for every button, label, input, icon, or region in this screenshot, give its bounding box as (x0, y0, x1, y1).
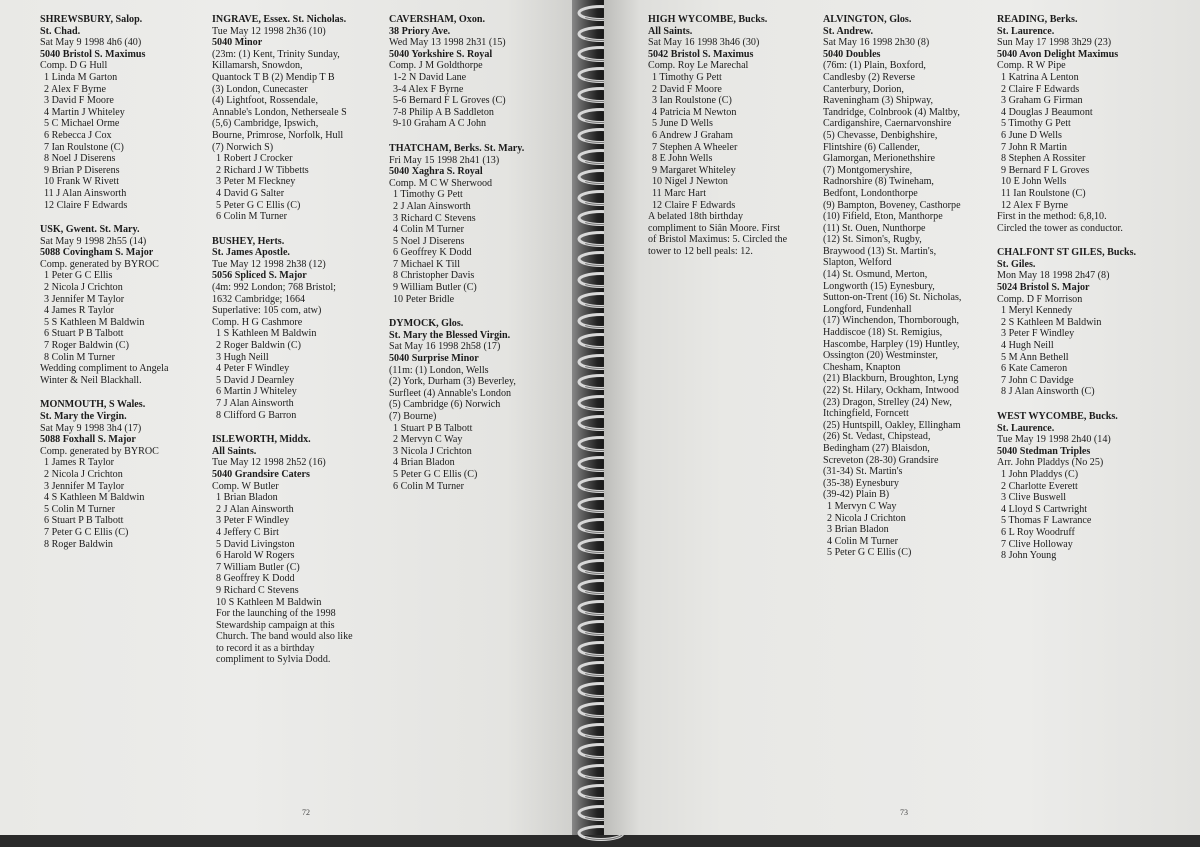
peal-entry (40, 224, 205, 386)
ringer-line: 2 Richard J W Tibbetts (216, 164, 309, 176)
entry-detail-line: Circled the tower as conductor. (997, 222, 1123, 234)
ringer-line: 12 Claire F Edwards (44, 199, 128, 211)
ringer-line: to record it as a birthday (216, 642, 315, 654)
entry-detail-line: Surfleet (4) Annable's London (389, 387, 512, 399)
entry-detail-line: Killamarsh, Snowdon, (212, 60, 303, 72)
entry-detail-line: (21) Blackburn, Broughton, Lyng (823, 373, 959, 385)
entry-detail-line: tower to 12 bell peals: 12. (648, 245, 753, 257)
entry-detail-line: Hascombe, Harpley (19) Huntley, (823, 338, 960, 350)
entry-detail-line: (3) London, Cunecaster (212, 83, 308, 95)
entry-heading-line: USK, Gwent. St. Mary. (40, 224, 140, 236)
ringer-line: 4 Colin M Turner (393, 224, 464, 236)
ringer-line: 2 Claire F Edwards (1001, 83, 1080, 95)
entry-detail-line: Slapton, Welford (823, 257, 892, 269)
entry-detail-line: Sat May 9 1998 3h4 (17) (40, 422, 142, 434)
ringer-line: 3 Jennifer M Taylor (44, 293, 125, 305)
peal-entry (40, 14, 205, 211)
entry-heading-line: BUSHEY, Herts. (212, 235, 285, 247)
entry-detail-line: Tue May 12 1998 2h38 (12) (212, 258, 326, 270)
entry-detail-line: (5) Cambridge (6) Norwich (389, 399, 501, 411)
ringer-line: 6 Andrew J Graham (652, 129, 734, 141)
entry-detail-line: Radnorshire (8) Twineham, (823, 176, 934, 188)
ringer-line: 5 David J Dearnley (216, 374, 295, 386)
ringer-line: 6 June D Wells (1001, 129, 1062, 141)
entry-detail-line: Itchingfield, Forncett (823, 408, 909, 420)
entry-heading-line: 5040 Stedman Triples (997, 445, 1091, 457)
entry-heading-line: 5040 Surprise Minor (389, 353, 479, 365)
entry-heading-line: St. Chad. (40, 25, 81, 37)
entry-detail-line: (26) St. Vedast, Chipstead, (823, 431, 931, 443)
ringer-line: 10 S Kathleen M Baldwin (216, 596, 322, 608)
entry-detail-line: Comp. generated by BYROC (40, 258, 159, 270)
ringer-line: 6 Colin M Turner (393, 480, 464, 492)
entry-heading-line: St. Giles. (997, 258, 1036, 270)
entry-detail-line: Longford, Fundenhall (823, 303, 912, 315)
entry-detail-line: Screveton (28-30) Grandsire (823, 454, 939, 466)
ringer-line: 10 Peter Bridle (393, 293, 455, 305)
ringer-line: 2 Charlotte Everett (1001, 480, 1078, 492)
ringer-line: 4 Martin J Whiteley (44, 106, 125, 118)
ringer-line: 8 J Alan Ainsworth (C) (1001, 386, 1095, 398)
ringer-line: 10 Frank W Rivett (44, 176, 120, 188)
entry-detail-line: Ossington (20) Westminster, (823, 350, 938, 362)
entry-heading-line: All Saints. (648, 25, 693, 37)
entry-detail-line: Comp. W Butler (212, 480, 279, 492)
entry-detail-line: (23) Dragon, Strelley (24) New, (823, 396, 952, 408)
entry-heading-line: HIGH WYCOMBE, Bucks. (648, 14, 768, 25)
ringer-line: 1 Meryl Kennedy (1001, 305, 1073, 317)
ringer-line: 4 Jeffery C Birt (216, 526, 279, 538)
entry-detail-line: Haddiscoe (18) St. Remigius, (823, 327, 943, 339)
ringer-line: 4 Douglas J Beaumont (1001, 106, 1093, 118)
ringer-line: 7-8 Philip A B Saddleton (393, 106, 494, 118)
entry-detail-line: Tandridge, Colnbrook (4) Maltby, (823, 106, 960, 118)
entry-detail-line: 1632 Cambridge; 1664 (212, 293, 306, 305)
entry-heading-line: St. Mary the Blessed Virgin. (389, 329, 511, 341)
entry-detail-line: Cardiganshire, Caernarvonshire (823, 118, 952, 130)
ringer-line: 4 Peter F Windley (216, 363, 290, 375)
entry-detail-line: (5) Chevasse, Denbighshire, (823, 129, 938, 141)
ringer-line: 7 Stephen A Wheeler (652, 141, 738, 153)
ringer-line: 7 Roger Baldwin (C) (44, 340, 129, 352)
entry-heading-line: St. Mary the Virgin. (40, 411, 127, 422)
ringer-line: 3 David F Moore (44, 95, 114, 107)
ringer-line: 5 Thomas F Lawrance (1001, 515, 1092, 527)
ringer-line: 3 Peter M Fleckney (216, 176, 296, 188)
ringer-line: 9 Margaret Whiteley (652, 164, 736, 176)
ringer-line: 6 L Roy Woodruff (1001, 526, 1075, 538)
entry-detail-line: Candlesby (2) Reverse (823, 71, 915, 83)
entry-heading-line: MONMOUTH, S Wales. (40, 399, 146, 411)
entry-detail-line: (22) St. Hilary, Ockham, Intwood (823, 385, 959, 396)
ringer-line: 4 James R Taylor (44, 305, 115, 317)
entry-detail-line: (9) Bampton, Boveney, Casthorpe (823, 199, 961, 211)
ringer-line: 7 John R Martin (1001, 141, 1067, 153)
entry-heading-line: 5024 Bristol S. Major (997, 282, 1090, 294)
ringer-line: 6 Stuart P B Talbott (44, 328, 124, 340)
ringer-line: 8 Geoffrey K Dodd (216, 573, 295, 585)
entry-heading-line: DYMOCK, Glos. (389, 318, 464, 330)
ringer-line: 5-6 Bernard F L Groves (C) (393, 95, 506, 107)
peal-entry (389, 14, 559, 130)
ringer-line: 5 June D Wells (652, 118, 713, 130)
entry-heading-line: 5040 Bristol S. Maximus (40, 48, 146, 60)
entry-heading-line: St. James Apostle. (212, 247, 290, 259)
entry-detail-line: Tue May 12 1998 2h52 (16) (212, 457, 326, 469)
entry-detail-line: (2) York, Durham (3) Beverley, (389, 376, 516, 388)
ringer-line: 3 Brian Bladon (827, 524, 889, 536)
ringer-line: 3 Richard C Stevens (393, 212, 476, 224)
ringer-line: 3 Jennifer M Taylor (44, 480, 125, 492)
ringer-line: 8 Roger Baldwin (44, 538, 113, 550)
ringer-line: 9-10 Graham A C John (393, 118, 487, 130)
entry-detail-line: Sat May 9 1998 4h6 (40) (40, 37, 142, 49)
ringer-line: 1 Timothy G Pett (652, 71, 722, 83)
entry-detail-line: Longworth (15) Eynesbury, (823, 280, 935, 292)
entry-detail-line: Chesham, Knapton (823, 361, 901, 373)
ringer-line: 9 Brian P Diserens (44, 164, 120, 176)
entry-detail-line: Sat May 16 1998 3h46 (30) (648, 37, 760, 49)
entry-detail-line: Comp. D G Hull (40, 60, 108, 72)
ringer-line: 5 Timothy G Pett (1001, 118, 1071, 130)
ringer-line: 3-4 Alex F Byrne (393, 83, 464, 95)
ringer-line: 6 Harold W Rogers (216, 550, 295, 562)
entry-heading-line: READING, Berks. (997, 14, 1078, 25)
entry-detail-line: (11m: (1) London, Wells (389, 364, 489, 376)
ringer-line: 2 Nicola J Crichton (44, 468, 123, 480)
ringer-line: 1 James R Taylor (44, 457, 115, 469)
ringer-line: 7 J Alan Ainsworth (216, 398, 294, 409)
ringer-line: 3 Peter F Windley (1001, 328, 1075, 340)
ringer-line: compliment to Sylvia Dodd. (216, 654, 331, 666)
ringer-line: 4 Patricia M Newton (652, 106, 737, 118)
column-5 (823, 14, 998, 572)
ringer-line: Church. The band would also like (216, 631, 353, 643)
ringer-line: 3 Hugh Neill (216, 351, 269, 363)
ringer-line: 5 Noel J Diserens (393, 235, 465, 247)
ringer-line: 2 Nicola J Crichton (44, 282, 123, 294)
peal-entry (389, 143, 559, 305)
entry-detail-line: Canterbury, Dorion, (823, 83, 904, 95)
column-3 (389, 14, 559, 505)
entry-heading-line: THATCHAM, Berks. St. Mary. (389, 142, 525, 154)
entry-detail-line: (12) St. Simon's, Rugby, (823, 234, 922, 246)
entry-detail-line: Winter & Neil Blackhall. (40, 374, 142, 386)
ringer-line: 1 S Kathleen M Baldwin (216, 328, 317, 340)
entry-detail-line: Sutton-on-Trent (16) St. Nicholas, (823, 292, 962, 304)
entry-heading-line: 5088 Foxhall S. Major (40, 434, 136, 446)
entry-detail-line: (4m: 992 London; 768 Bristol; (212, 282, 336, 294)
entry-detail-line: (7) Montgomeryshire, (823, 164, 913, 176)
entry-detail-line: First in the method: 6,8,10. (997, 211, 1107, 223)
entry-detail-line: Mon May 18 1998 2h47 (8) (997, 270, 1110, 282)
entry-heading-line: CHALFONT ST GILES, Bucks. (997, 247, 1137, 259)
ringer-line: For the launching of the 1998 (216, 608, 336, 620)
peal-entry (212, 434, 382, 666)
peal-entry (823, 14, 998, 559)
ringer-line: 7 Michael K Till (393, 258, 461, 270)
ringer-line: 7 William Butler (C) (216, 561, 300, 573)
entry-heading-line: ISLEWORTH, Middx. (212, 434, 311, 446)
ringer-line: 11 Ian Roulstone (C) (1001, 187, 1086, 199)
entry-heading-line: St. Andrew. (823, 25, 874, 37)
entry-detail-line: Comp. H G Cashmore (212, 316, 303, 328)
ringer-line: 1 John Pladdys (C) (1001, 468, 1079, 480)
ringer-line: 1 Timothy G Pett (393, 189, 463, 201)
ringer-line: 3 Graham G Firman (1001, 95, 1083, 107)
entry-heading-line: CAVERSHAM, Oxon. (389, 14, 485, 25)
entry-detail-line: Wedding compliment to Angela (40, 363, 169, 375)
peal-entry (997, 247, 1167, 398)
entry-detail-line: Wed May 13 1998 2h31 (15) (389, 37, 506, 49)
ringer-line: 3 Clive Buswell (1001, 492, 1067, 504)
ringer-line: 4 David G Salter (216, 187, 285, 199)
entry-detail-line: (17) Winchendon, Thornborough, (823, 315, 960, 327)
ringer-line: 1-2 N David Lane (393, 71, 467, 83)
column-1 (40, 14, 205, 563)
entry-detail-line: Sun May 17 1998 3h29 (23) (997, 37, 1112, 49)
ringer-line: 2 Mervyn C Way (393, 434, 463, 446)
ringer-line: 2 S Kathleen M Baldwin (1001, 316, 1102, 328)
ringer-line: 3 Nicola J Crichton (393, 445, 472, 457)
ringer-line: 10 Nigel J Newton (652, 176, 728, 188)
ringer-line: 7 Clive Holloway (1001, 538, 1073, 550)
peal-entry (648, 14, 813, 257)
ringer-line: 8 Clifford G Barron (216, 409, 297, 421)
entry-detail-line: (4) Lightfoot, Rossendale, (212, 95, 318, 107)
column-6 (997, 14, 1167, 575)
ringer-line: 5 Peter G C Ellis (C) (827, 547, 912, 559)
ringer-line: 9 William Butler (C) (393, 282, 477, 294)
entry-detail-line: Comp. R W Pipe (997, 60, 1066, 72)
entry-detail-line: (31-34) St. Martin's (823, 466, 903, 478)
entry-detail-line: (39-42) Plain B) (823, 489, 890, 501)
left-page (0, 0, 596, 835)
ringer-line: 11 Marc Hart (652, 187, 706, 199)
ringer-line: 4 Colin M Turner (827, 535, 898, 547)
entry-heading-line: 5040 Xaghra S. Royal (389, 166, 483, 178)
ringer-line: 5 C Michael Orme (44, 118, 120, 130)
ringer-line: 8 John Young (1001, 550, 1057, 562)
column-4 (648, 14, 813, 270)
peal-entry (212, 14, 382, 223)
entry-detail-line: (76m: (1) Plain, Boxford, (823, 60, 926, 72)
ringer-line: 5 David Livingston (216, 538, 295, 550)
entry-detail-line: Braywood (13) St. Martin's, (823, 245, 937, 257)
ringer-line: 8 Christopher Davis (393, 270, 475, 282)
entry-detail-line: Raveningham (3) Shipway, (823, 95, 934, 107)
column-2 (212, 14, 382, 679)
entry-heading-line: 5040 Yorkshire S. Royal (389, 48, 493, 60)
entry-detail-line: Comp. Roy Le Marechal (648, 60, 749, 72)
ringer-line: 8 Colin M Turner (44, 351, 115, 363)
entry-detail-line: of Bristol Maximus: 5. Circled the (648, 234, 788, 246)
ringer-line: 4 Lloyd S Cartwright (1001, 503, 1088, 515)
ringer-line: 1 Mervyn C Way (827, 500, 897, 512)
entry-detail-line: Quantock T B (2) Mendip T B (212, 71, 335, 83)
ringer-line: 4 Hugh Neill (1001, 340, 1054, 352)
entry-detail-line: Sat May 9 1998 2h55 (14) (40, 235, 147, 247)
ringer-line: 1 Katrina A Lenton (1001, 71, 1079, 83)
entry-detail-line: Comp. M C W Sherwood (389, 177, 493, 189)
entry-detail-line: Comp. generated by BYROC (40, 445, 159, 457)
entry-detail-line: (14) St. Osmund, Merton, (823, 269, 928, 281)
peal-entry (389, 318, 559, 492)
ringer-line: 12 Claire F Edwards (652, 199, 736, 211)
right-page (604, 0, 1200, 835)
entry-heading-line: 5088 Covingham S. Major (40, 247, 154, 259)
ringer-line: 6 Colin M Turner (216, 211, 287, 223)
ringer-line: 4 S Kathleen M Baldwin (44, 492, 145, 504)
entry-heading-line: All Saints. (212, 445, 257, 457)
entry-heading-line: 5056 Spliced S. Major (212, 270, 307, 282)
ringer-line: 8 Stephen A Rossiter (1001, 153, 1086, 165)
entry-detail-line: Bedingham (27) Blaisdon, (823, 442, 930, 454)
ringer-line: 5 Peter G C Ellis (C) (393, 468, 478, 480)
ringer-line: 1 Stuart P B Talbott (393, 422, 473, 434)
entry-detail-line: Sat May 16 1998 2h30 (8) (823, 37, 930, 49)
ringer-line: 5 Peter G C Ellis (C) (216, 199, 301, 211)
entry-detail-line: (35-38) Eynesbury (823, 477, 899, 489)
ringer-line: 2 Nicola J Crichton (827, 512, 906, 524)
peal-entry (212, 236, 382, 422)
entry-detail-line: Glamorgan, Merionethshire (823, 153, 935, 165)
entry-heading-line: 5040 Grandsire Caters (212, 468, 310, 480)
page-number-left: 72 (302, 808, 310, 817)
ringer-line: 5 M Ann Bethell (1001, 351, 1069, 363)
ringer-line: 12 Alex F Byrne (1001, 199, 1069, 211)
entry-heading-line: WEST WYCOMBE, Bucks. (997, 411, 1118, 422)
entry-heading-line: 5040 Avon Delight Maximus (997, 48, 1119, 60)
entry-heading-line: St. Laurence. (997, 422, 1055, 434)
ringer-line: 9 Bernard F L Groves (1001, 164, 1090, 176)
entry-heading-line: St. Laurence. (997, 25, 1055, 37)
peal-entry (997, 14, 1167, 234)
entry-detail-line: (7) Norwich S) (212, 141, 274, 153)
ringer-line: 1 Peter G C Ellis (44, 270, 113, 282)
entry-detail-line: (23m: (1) Kent, Trinity Sunday, (212, 48, 340, 60)
entry-detail-line: (11) St. Ouen, Nunthorpe (823, 222, 926, 234)
entry-detail-line: (25) Huntspill, Oakley, Ellingham (823, 419, 961, 431)
entry-detail-line: compliment to Siân Moore. First (648, 222, 781, 234)
entry-detail-line: Comp. D F Morrison (997, 293, 1083, 305)
ringer-line: 8 E John Wells (652, 153, 713, 165)
ringer-line: 11 J Alan Ainsworth (44, 187, 127, 199)
ringer-line: 1 Robert J Crocker (216, 153, 293, 165)
entry-detail-line: (7) Bourne) (389, 411, 437, 422)
entry-heading-line: ALVINGTON, Glos. (823, 14, 912, 25)
peal-entry (997, 411, 1167, 562)
ringer-line: 4 Brian Bladon (393, 457, 455, 469)
ringer-line: 6 Kate Cameron (1001, 363, 1068, 375)
ringer-line: 3 Ian Roulstone (C) (652, 95, 732, 107)
ringer-line: 3 Peter F Windley (216, 515, 290, 527)
ringer-line: 7 John C Davidge (1001, 374, 1074, 386)
ringer-line: 2 David F Moore (652, 83, 722, 95)
entry-detail-line: Fri May 15 1998 2h41 (13) (389, 154, 500, 166)
ringer-line: 10 E John Wells (1001, 176, 1067, 188)
peal-entry (40, 399, 205, 550)
entry-heading-line: 5040 Minor (212, 37, 263, 49)
page-number-right: 73 (900, 808, 908, 817)
entry-detail-line: Arr. John Pladdys (No 25) (997, 457, 1104, 469)
ringer-line: 9 Richard C Stevens (216, 584, 299, 596)
entry-detail-line: Superlative: 105 com, atw) (212, 305, 322, 317)
entry-heading-line: INGRAVE, Essex. St. Nicholas. (212, 14, 347, 25)
entry-detail-line: Sat May 16 1998 2h58 (17) (389, 341, 501, 353)
entry-detail-line: Comp. J M Goldthorpe (389, 60, 483, 72)
entry-detail-line: (5,6) Cambridge, Ipswich, (212, 118, 319, 130)
ringer-line: 6 Rebecca J Cox (44, 129, 112, 141)
entry-detail-line: Flintshire (6) Callender, (823, 141, 920, 153)
entry-detail-line: Tue May 12 1998 2h36 (10) (212, 25, 326, 37)
ringer-line: 7 Ian Roulstone (C) (44, 141, 124, 153)
ringer-line: 1 Linda M Garton (44, 71, 118, 83)
ringer-line: 6 Geoffrey K Dodd (393, 247, 472, 259)
ringer-line: 2 Roger Baldwin (C) (216, 340, 301, 352)
ringer-line: 1 Brian Bladon (216, 492, 278, 504)
ringer-line: 6 Stuart P B Talbott (44, 515, 124, 527)
ringer-line: 7 Peter G C Ellis (C) (44, 526, 129, 538)
entry-detail-line: Annable's London, Netherseale S (212, 106, 347, 118)
entry-detail-line: (10) Fifield, Eton, Manthorpe (823, 211, 943, 223)
ringer-line: Stewardship campaign at this (216, 619, 335, 631)
ringer-line: 8 Noel J Diserens (44, 153, 116, 165)
ringer-line: 2 J Alan Ainsworth (393, 200, 471, 212)
ringer-line: 2 J Alan Ainsworth (216, 503, 294, 515)
entry-detail-line: Bourne, Primrose, Norfolk, Hull (212, 129, 344, 141)
entry-detail-line: A belated 18th birthday (648, 211, 744, 223)
entry-detail-line: Tue May 19 1998 2h40 (14) (997, 434, 1111, 446)
entry-detail-line: Bedfont, Londonthorpe (823, 187, 918, 199)
ringer-line: 5 S Kathleen M Baldwin (44, 316, 145, 328)
entry-heading-line: 5040 Doubles (823, 48, 881, 60)
entry-heading-line: 38 Priory Ave. (389, 25, 451, 37)
ringer-line: 5 Colin M Turner (44, 503, 115, 515)
entry-heading-line: SHREWSBURY, Salop. (40, 14, 143, 25)
entry-heading-line: 5042 Bristol S. Maximus (648, 48, 754, 60)
ringer-line: 2 Alex F Byrne (44, 83, 106, 95)
ringer-line: 6 Martin J Whiteley (216, 386, 297, 398)
